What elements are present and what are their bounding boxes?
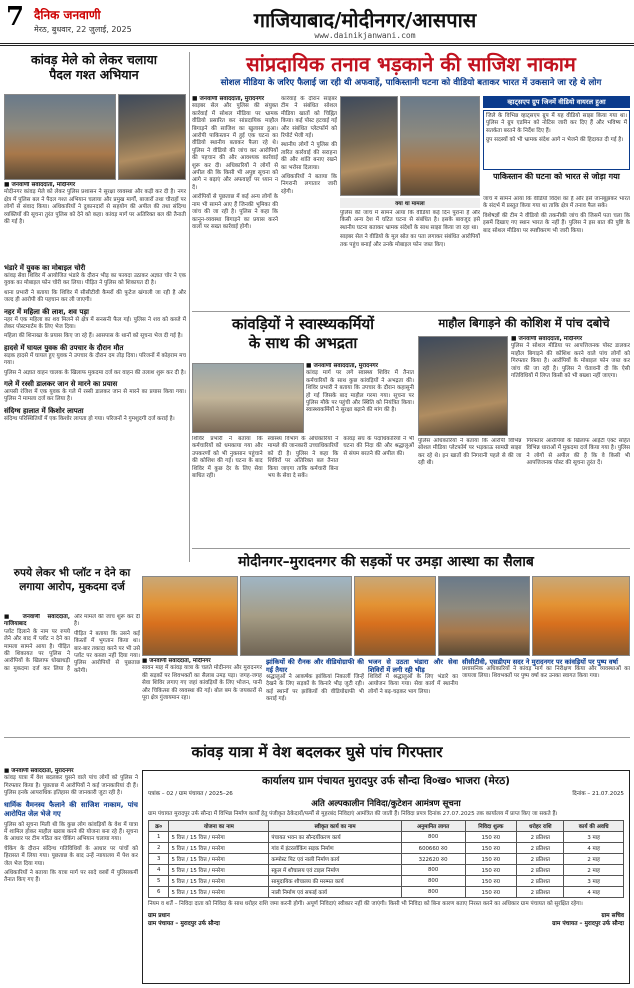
road-headline-box xyxy=(142,551,630,573)
five-headline-box xyxy=(418,315,630,335)
cell: 2 प्रतिशत xyxy=(517,854,564,865)
headline-line-2: पैदल गश्त अभियान xyxy=(49,67,139,82)
rupee-headline-box xyxy=(4,566,140,612)
disguise-headline: कांवड़ यात्रा में वेश बदलकर घुसे पांच गिरफ्तार xyxy=(191,743,443,761)
main-photo-caption: क्या था मामला xyxy=(340,198,480,208)
cell: 150 रु0 xyxy=(465,854,517,865)
cell: 4 माह xyxy=(564,843,624,854)
road-photo-3 xyxy=(354,576,436,656)
patrol-photo-2 xyxy=(118,94,186,180)
notice-ref-row xyxy=(148,789,624,797)
col-header: स्वीकृत कार्य का नाम xyxy=(269,821,401,832)
cell: 2 माह xyxy=(564,865,624,876)
gram-panchayat-notice xyxy=(142,770,630,984)
road-photo-1 xyxy=(142,576,238,656)
main-story-col1: ■ जनवाणी संवाददाता, मुरादनगर साइबर सेल और पुलिस की संयुक्त कार्रवाई में सोशल मीडिया पर भ्रामक वीडियो प्रसारित कर सांप्रदायिक माहौल बिगाड़ने की साजिश का खुलासा हुआ। आरोपी पाकिस्तान में हुई एक घटना का वीडियो स्थानीय बताकर फैला रहे थे। पुलिस ने वीडियो की जांच कर आरोपियों की पहचान की और आवश्यक कार्रवाई शुरू कर दी। अधिकारियों ने लोगों से अपील की कि किसी भी अपुष्ट सूचना को आगे न बढ़ाएं और अफवाहों पर ध्यान न दें। आरोपियों से पूछताछ में कई अन्य लोगों के नाम भी सामने आए हैं जिनकी भूमिका की जांच की जा रही है। पुलिस ने कहा कि कानून-व्यवस्था बिगाड़ने का प्रयास करने वालों पर सख्त कार्रवाई होगी। xyxy=(192,96,278,230)
cell: 1 xyxy=(149,832,169,843)
notice-title: कार्यालय ग्राम पंचायत मुरादपुर उर्फ सौन्दा वि०ख० भाजरा (मेरठ) xyxy=(262,775,510,787)
brief-title-5: संदिग्ध हालात में किशोर लापता xyxy=(4,406,84,415)
website-url[interactable]: www.dainikjanwani.com xyxy=(314,31,416,40)
pak-subhead-box xyxy=(483,172,630,194)
five-story-col-b: पुलिस अधिकारियों ने बताया कि आरोपी विभिन्न सोशल मीडिया प्लेटफॉर्म पर भड़काऊ सामग्री साझा कर रहे थे। इन खातों की निगरानी पहले से की जा रही थी। गिरफ्तार आरोपियों के खिलाफ आईटी एक्ट सहित विभिन्न धाराओं में मुकदमा दर्ज किया गया है। पुलिस ने लोगों से अपील की है कि वे किसी भी आपत्तिजनक पोस्ट की सूचना तुरंत दें। xyxy=(418,438,630,467)
brief-body-2: नहर में एक महिला का शव मिलने से क्षेत्र में सनसनी फैल गई। पुलिस ने शव को कब्जे में लेकर पोस्टमार्टम के लिए भेज दिया। xyxy=(4,316,186,331)
cell: 3 माह xyxy=(564,876,624,887)
cell: 800 xyxy=(401,876,465,887)
cell: पंचायत भवन का सौन्दर्यीकरण कार्य xyxy=(269,832,401,843)
brief-title-3: हादसे में घायल युवक की उपचार के दौरान मौत xyxy=(4,343,124,352)
paper-name: दैनिक जनवाणी xyxy=(34,8,101,22)
disguise-body: कांवड़ यात्रा में वेश बदलकर घुसने वाले पांच लोगों को पुलिस ने गिरफ्तार किया है। पूछताछ में आरोपियों ने कई जानकारियां दी हैं। पुलिस इनके आपराधिक इतिहास की जानकारी जुटा रही है। xyxy=(4,775,138,797)
notice-subtitle: अति अल्पकालीन निविदा/कुटेशन आमंत्रण सूचना xyxy=(311,799,461,809)
cell: 3 xyxy=(149,854,169,865)
cell: 5 वित्त / 15 वित्त / मनरेगा xyxy=(169,854,269,865)
cell: 800 xyxy=(401,832,465,843)
whatsapp-box-header xyxy=(483,96,630,108)
col-header: कार्य की अवधि xyxy=(564,821,624,832)
notice-intro: ग्राम पंचायत मुरादपुर उर्फ सौन्दा में विभिन्न निर्माण कार्यों हेतु पंजीकृत ठेकेदारों/फर्मों से मुहरबंद निविदाएं आमंत्रित की जाती हैं। निविदा प्रपत्र दिनांक 27.07.2025 तक कार्यालय में प्राप्त किए जा सकते हैं। xyxy=(148,811,558,817)
cell: 150 रु0 xyxy=(465,865,517,876)
main-byline: ■ जनवाणी संवाददाता, मुरादनगर xyxy=(192,96,265,102)
health-headline-2: के साथ की अभद्रता xyxy=(248,334,358,352)
col-header: योजना का नाम xyxy=(169,821,269,832)
disguise-sub: धार्मिक वैमनस्य फैलाने की साजिश नाकाम, पांच आरोपित जेल भेजे गए xyxy=(4,800,138,818)
pak-body: जांच में सामने आया कि वीडियो विदेश का है और इसे जानबूझकर भारत के संदर्भ में प्रस्तुत किया गया था ताकि क्षेत्र में तनाव फैल सके। xyxy=(483,196,630,210)
sign-right xyxy=(552,911,624,927)
sign-left xyxy=(148,911,220,927)
cell: 2 माह xyxy=(564,854,624,865)
col-header: निविदा शुल्क xyxy=(465,821,517,832)
five-photo xyxy=(418,336,508,436)
brief-title-4: गले में रस्सी डालकर जान से मारने का प्रयास xyxy=(4,380,118,389)
divider xyxy=(4,737,630,738)
notice-signatures xyxy=(148,911,624,927)
divider xyxy=(192,311,630,312)
col-header: अनुमानित लागत xyxy=(401,821,465,832)
health-photo xyxy=(192,363,304,433)
cell: 322620 रु0 xyxy=(401,854,465,865)
cell: 5 वित्त / 15 वित्त / मनरेगा xyxy=(169,843,269,854)
table-row xyxy=(149,887,624,898)
main-photo-caption-box xyxy=(340,198,480,208)
pak-story: जांच में सामने आया कि वीडियो विदेश का है और इसे जानबूझकर भारत के संदर्भ में प्रस्तुत किया गया था ताकि क्षेत्र में तनाव फैल सके। विशेषज्ञों की टीम ने वीडियो की तकनीकी जांच की जिसमें पता चला कि इसमें दिखाए गए स्थान भारत के नहीं हैं। पुलिस ने इस बात की पुष्टि के बाद सोशल मीडिया पर स्पष्टीकरण भी जारी किया। xyxy=(483,196,630,234)
cell: कम्पोस्ट पिट एवं नाली निर्माण कार्य xyxy=(269,854,401,865)
headline-line-1: कांवड़ मेले को लेकर चलाया xyxy=(31,52,157,67)
cell: 800 xyxy=(401,887,465,898)
cell: 5 वित्त / 15 वित्त / मनरेगा xyxy=(169,832,269,843)
brief-body-3: सड़क हादसे में घायल हुए युवक ने उपचार के दौरान दम तोड़ दिया। परिजनों में कोहराम मच गया। xyxy=(4,352,186,367)
cell: 600660 रु0 xyxy=(401,843,465,854)
main-photo-2 xyxy=(400,96,480,196)
cell: स्कूल में शौचालय एवं टाइल निर्माण xyxy=(269,865,401,876)
cell: 150 रु0 xyxy=(465,876,517,887)
column-divider xyxy=(189,52,190,562)
health-headline-box xyxy=(192,315,414,361)
rupee-story: ■ जनवाणी संवाददाता, गाजियाबाद प्लॉट दिलाने के नाम पर रुपये लेने और बाद में प्लॉट न देने का मामला सामने आया है। पीड़ित की शिकायत पर पुलिस ने आरोपियों के खिलाफ धोखाधड़ी का मुकदमा दर्ज कर लिया है और मामले की जांच शुरू कर दी है। पीड़ित ने बताया कि उसने कई किस्तों में भुगतान किया था। बार-बार तकादा करने पर भी उसे प्लॉट पर कब्जा नहीं दिया गया। पुलिस आरोपियों से पूछताछ करेगी। xyxy=(4,614,140,674)
road-story-col3: भजन से उठता भंडारा और सेवा शिविरों में लगी रही भीड़ शिविरों में श्रद्धालुओं के लिए भंडारे का आयोजन किया गया। सेवा कार्य में स्थानीय लोगों ने बढ़-चढ़कर भाग लिया। xyxy=(368,658,458,695)
whatsapp-box-title: व्हाट्सएप ग्रुप जिनमें वीडियो वायरल हुआ xyxy=(507,98,606,106)
main-body: साइबर सेल और पुलिस की संयुक्त कार्रवाई में सोशल मीडिया पर भ्रामक वीडियो प्रसारित कर सांप्रदायिक माहौल बिगाड़ने की साजिश का खुलासा हुआ। आरोपी पाकिस्तान में हुई एक घटना का वीडियो स्थानीय बताकर फैला रहे थे। पुलिस ने वीडियो की जांच कर आरोपियों की पहचान की और आवश्यक कार्रवाई शुरू कर दी। अधिकारियों ने लोगों से अपील की कि किसी भी अपुष्ट सूचना को आगे न बढ़ाएं और अफवाहों पर ध्यान न दें। xyxy=(192,103,278,191)
road-story-col4: सीसीटीवी, एसडीएम सदर ने मुरादनगर पर कांवड़ियों पर पुष्प वर्षा प्रशासनिक अधिकारियों ने कांवड़ मार्ग का निरीक्षण किया और व्यवस्थाओं का जायजा लिया। शिवभक्तों पर पुष्प वर्षा कर उनका स्वागत किया गया। xyxy=(462,658,630,680)
main-story-col3: पुलिस की जांच में सामने आया कि वीडियो कई दिन पुराना है और किसी अन्य देश में घटित घटना से संबंधित है। इसके बावजूद इसे स्थानीय घटना बताकर भ्रामक संदेशों के साथ साझा किया जा रहा था। साइबर सेल ने वीडियो के मूल स्रोत का पता लगाकर संबंधित आरोपियों तक पहुंच बनाई और उनके मोबाइल फोन जब्त किए। xyxy=(340,210,480,248)
main-headline: सांप्रदायिक तनाव भड़काने की साजिश नाकाम xyxy=(246,52,576,76)
brief-body-1: कांवड़ सेवा शिविर में आयोजित भंडारे के दौरान भीड़ का फायदा उठाकर अज्ञात चोर ने एक युवक का मोबाइल फोन चोरी कर लिया। पीड़ित ने पुलिस को शिकायत दी है। xyxy=(4,273,186,287)
cell: 4 xyxy=(149,865,169,876)
sign-left-title: ग्राम प्रधान xyxy=(148,912,170,919)
cell: 150 रु0 xyxy=(465,832,517,843)
sign-right-sub: ग्राम पंचायत – मुरादपुर उर्फ सौन्दा xyxy=(552,920,624,927)
health-story-col-a xyxy=(306,363,414,433)
whatsapp-box-body: जिले के विभिन्न व्हाट्सएप ग्रुप में यह वीडियो साझा किया गया था। पुलिस ने ग्रुप एडमिन को नोटिस जारी कर दिए हैं और भविष्य में सतर्कता बरतने के निर्देश दिए हैं। xyxy=(486,113,627,134)
main-subhead: सोशल मीडिया के जरिए फैलाई जा रही थी अफवाहें, पाकिस्तानी घटना को वीडियो बताकर भारत में उकसाने जा रहे थे लोग xyxy=(220,78,602,88)
road-headline: मोदीनगर–मुरादनगर की सड़कों पर उमड़ा आस्था का सैलाब xyxy=(238,554,534,570)
health-headline-1: कांवड़ियों ने स्वास्थ्यकर्मियों xyxy=(231,315,375,333)
patrol-photo-1 xyxy=(4,94,116,180)
divider xyxy=(192,548,630,549)
road-story-col2: झांकियों की रौनक और वीडियोग्राफी की गई तैयार श्रद्धालुओं ने आकर्षक झांकियां निकालीं जिन्हें देखने के लिए सड़कों के किनारे भीड़ जुटी रही। कई स्थानों पर झांकियों की वीडियोग्राफी भी कराई गई। xyxy=(266,658,364,703)
rupee-headline-1: रुपये लेकर भी प्लॉट न देने का xyxy=(13,567,131,579)
cell: 6 xyxy=(149,887,169,898)
road-story-col1 xyxy=(142,658,262,734)
cell: 150 रु0 xyxy=(465,843,517,854)
cell: 800 xyxy=(401,865,465,876)
notice-ref-right: दिनांक – 21.07.2025 xyxy=(572,791,624,797)
cell: 150 रु0 xyxy=(465,887,517,898)
notice-table xyxy=(148,820,624,898)
main-story-header xyxy=(192,52,630,92)
dateline: मेरठ, बुधवार, 22 जुलाई, 2025 xyxy=(34,25,132,34)
table-row xyxy=(149,843,624,854)
cell: 2 प्रतिशत xyxy=(517,832,564,843)
five-story-col-a xyxy=(511,336,630,436)
brief-title-2: नहर में महिला की लाश, शव पड़ा xyxy=(4,307,89,316)
notice-ref-left: पत्रांक – 02 / ग्राम पंचायत / 2025–26 xyxy=(148,791,233,797)
road-photo-5 xyxy=(532,576,630,656)
disguise-byline: ■ जनवाणी संवाददाता, मुरादनगर xyxy=(4,768,74,774)
road-sub1: झांकियों की रौनक और वीडियोग्राफी की गई तैयार xyxy=(266,658,364,674)
notice-terms: नियम व शर्तें – निविदा दाता को निविदा के साथ धरोहर राशि जमा करनी होगी। अपूर्ण निविदाएं स्वीकार नहीं की जाएंगी। किसी भी निविदा को बिना कारण बताए निरस्त करने का अधिकार ग्राम पंचायत को सुरक्षित रहेगा। xyxy=(148,901,583,908)
disguise-story: ■ जनवाणी संवाददाता, मुरादनगर कांवड़ यात्रा में वेश बदलकर घुसने वाले पांच लोगों को पुलिस ने गिरफ्तार किया है। पूछताछ में आरोपियों ने कई जानकारियां दी हैं। पुलिस इनके आपराधिक इतिहास की जानकारी जुटा रही है। धार्मिक वैमनस्य फैलाने की साजिश नाकाम, पांच आरोपित जेल भेजे गए पुलिस को सूचना मिली थी कि कुछ लोग कांवड़ियों के वेश में यात्रा में शामिल होकर माहौल खराब करने की योजना बना रहे हैं। सूचना के आधार पर टीम गठित कर चेकिंग अभियान चलाया गया। चेकिंग के दौरान संदिग्ध गतिविधियों के आधार पर पांचों को हिरासत में लिया गया। पूछताछ के बाद उन्हें न्यायालय में पेश कर जेल भेज दिया गया। अधिकारियों ने बताया कि यात्रा मार्ग पर सादे वस्त्रों में पुलिसकर्मी तैनात किए गए हैं। xyxy=(4,768,138,884)
road-sub2: भजन से उठता भंडारा और सेवा शिविरों में लगी रही भीड़ xyxy=(368,658,458,674)
sign-left-sub: ग्राम पंचायत – मुरादपुर उर्फ सौन्दा xyxy=(148,920,220,927)
brief-title-1: भंडारे में युवक का मोबाइल चोरी xyxy=(4,264,86,272)
sign-right-title: ग्राम सचिव xyxy=(601,912,624,919)
health-story-col-b: शिविर प्रभारी ने बताया कि कर्मचारियों को धमकाया गया और उपकरणों को भी नुकसान पहुंचाने की कोशिश की गई। घटना के बाद शिविर में कुछ देर के लिए सेवा बाधित रही। स्वास्थ्य विभाग के अधिकारियों ने मामले की जानकारी उच्चाधिकारियों को दी है। पुलिस ने कहा कि शिविरों पर अतिरिक्त बल तैनात किया जाएगा ताकि कर्मचारी बिना भय के सेवा दे सकें। कांवड़ संघ के पदाधिकारियों ने भी घटना की निंदा की और श्रद्धालुओं से संयम बरतने की अपील की। xyxy=(192,436,414,480)
table-row xyxy=(149,832,624,843)
health-byline: ■ जनवाणी संवाददाता, मुरादनगर xyxy=(306,363,379,369)
road-sub3: सीसीटीवी, एसडीएम सदर ने मुरादनगर पर कांवड़ियों पर पुष्प वर्षा xyxy=(462,658,618,666)
rupee-body: प्लॉट दिलाने के नाम पर रुपये लेने और बाद में प्लॉट न देने का मामला सामने आया है। पीड़ित की शिकायत पर पुलिस ने आरोपियों के खिलाफ धोखाधड़ी का मुकदमा दर्ज कर लिया है और मामले की जांच शुरू कर दी है। xyxy=(4,614,140,672)
page-number: 7 xyxy=(6,2,25,32)
table-row xyxy=(149,854,624,865)
rupee-headline-2: लगाया आरोप, मुकदमा दर्ज xyxy=(19,581,125,593)
cell: 2 xyxy=(149,843,169,854)
section-title: गाजियाबाद/मोदीनगर/आसपास xyxy=(253,8,477,32)
col-header: क्र० xyxy=(149,821,169,832)
cell: 5 वित्त / 15 वित्त / मनरेगा xyxy=(169,887,269,898)
cell: 2 प्रतिशत xyxy=(517,876,564,887)
road-body: सावन माह में कांवड़ यात्रा के चलते मोदीनगर और मुरादनगर की सड़कों पर शिवभक्तों का सैलाब उमड़ पड़ा। जगह-जगह सेवा शिविर लगाए गए जहां कांवड़ियों के लिए भोजन, पानी और चिकित्सा की व्यवस्था की गई। बोल बम के जयकारों से पूरा क्षेत्र गुंजायमान रहा। xyxy=(142,665,262,702)
left-briefs-column: भंडारे में युवक का मोबाइल चोरी कांवड़ सेवा शिविर में आयोजित भंडारे के दौरान भीड़ का फायदा उठाकर अज्ञात चोर ने एक युवक का मोबाइल फोन चोरी कर लिया। पीड़ित ने पुलिस को शिकायत दी है। थाना प्रभारी ने बताया कि शिविर में सीसीटीवी कैमरों की फुटेज खंगाली जा रही है और जल्द ही आरोपी की पहचान कर ली जाएगी। नहर में महिला की लाश, शव पड़ा नहर में एक महिला का शव मिलने से क्षेत्र में सनसनी फैल गई। पुलिस ने शव को कब्जे में लेकर पोस्टमार्टम के लिए भेज दिया। महिला की शिनाख्त के प्रयास किए जा रहे हैं। आसपास के थानों को सूचना भेज दी गई है। हादसे में घायल युवक की उपचार के दौरान मौत सड़क हादसे में घायल हुए युवक ने उपचार के दौरान दम तोड़ दिया। परिजनों में कोहराम मच गया। पुलिस ने अज्ञात वाहन चालक के खिलाफ मुकदमा दर्ज कर वाहन की तलाश शुरू कर दी है। गले में रस्सी डालकर जान से मारने का प्रयास आपसी रंजिश में एक युवक के गले में रस्सी डालकर जान से मारने का प्रयास किया गया। पुलिस ने मामला दर्ज कर लिया है। संदिग्ध हालात में किशोर लापता संदिग्ध परिस्थितियों में एक किशोर लापता हो गया। परिजनों ने गुमशुदगी दर्ज कराई है। xyxy=(4,264,186,422)
health-body: कांवड़ मार्ग पर लगे स्वास्थ्य शिविर में तैनात कर्मचारियों के साथ कुछ कांवड़ियों ने अभद्रता की। शिविर प्रभारी ने बताया कि उपचार के दौरान कहासुनी हो गई जिसके बाद माहौल गरमा गया। सूचना पर पुलिस मौके पर पहुंची और स्थिति को नियंत्रित किया। स्वास्थ्यकर्मियों ने सुरक्षा बढ़ाने की मांग की है। xyxy=(306,370,414,414)
patrol-body: मोदीनगर कांवड़ मेले को लेकर पुलिस प्रशासन ने सुरक्षा व्यवस्था और कड़ी कर दी है। नगर क्षेत्र में पुलिस बल ने पैदल गश्त अभियान चलाया और प्रमुख मार्गों, बाजारों तथा चौराहों पर लोगों से संवाद किया। अधिकारियों ने दुकानदारों से सहयोग की अपील की तथा संदिग्ध व्यक्तियों की सूचना तुरंत पुलिस को देने को कहा। कांवड़ मार्ग पर अतिरिक्त बल की तैनाती की गई है। xyxy=(4,189,186,226)
patrol-byline: ■ जनवाणी संवाददाता, मोदीनगर xyxy=(4,182,76,188)
kanwad-patrol-story xyxy=(4,182,186,260)
cell: 2 प्रतिशत xyxy=(517,887,564,898)
table-row xyxy=(149,876,624,887)
brief-body-4: आपसी रंजिश में एक युवक के गले में रस्सी डालकर जान से मारने का प्रयास किया गया। पुलिस ने मामला दर्ज कर लिया है। xyxy=(4,389,186,403)
cell: 5 वित्त / 15 वित्त / मनरेगा xyxy=(169,876,269,887)
whatsapp-box: जिले के विभिन्न व्हाट्सएप ग्रुप में यह वीडियो साझा किया गया था। पुलिस ने ग्रुप एडमिन को नोटिस जारी कर दिए हैं और भविष्य में सतर्कता बरतने के निर्देश दिए हैं। ग्रुप सदस्यों को भी भ्रामक संदेश आगे न भेजने की हिदायत दी गई है। xyxy=(483,110,630,170)
road-byline: ■ जनवाणी संवाददाता, मोदीनगर xyxy=(142,658,211,664)
five-body: पुलिस ने सोशल मीडिया पर आपत्तिजनक पोस्ट डालकर माहौल बिगाड़ने की कोशिश करने वाले पांच लोगों को गिरफ्तार किया है। आरोपियों के मोबाइल फोन जब्त कर जांच की जा रही है। पुलिस ने चेतावनी दी कि ऐसी गतिविधियों में लिप्त किसी को भी बख्शा नहीं जाएगा। xyxy=(511,343,630,380)
cell: गांव में इंटरलॉकिंग सड़क निर्माण xyxy=(269,843,401,854)
main-photo-1 xyxy=(340,96,398,196)
cell: नाली निर्माण एवं सफाई कार्य xyxy=(269,887,401,898)
cell: 5 वित्त / 15 वित्त / मनरेगा xyxy=(169,865,269,876)
rupee-byline: ■ जनवाणी संवाददाता, गाजियाबाद xyxy=(4,614,70,628)
main-story-col2: कार्रवाई के दौरान साइबर टीम ने संबंधित सोशल मीडिया खातों को चिह्नित किया। कई पोस्ट हटवाई गईं और संबंधित प्लेटफॉर्म को रिपोर्ट भेजी गई। स्थानीय लोगों ने पुलिस की त्वरित कार्रवाई की सराहना की और शांति बनाए रखने का भरोसा दिलाया। अधिकारियों ने बताया कि निगरानी लगातार जारी रहेगी। xyxy=(281,96,337,195)
road-photo-4 xyxy=(438,576,530,656)
masthead xyxy=(0,0,634,46)
cell: सामुदायिक शौचालय की मरम्मत कार्य xyxy=(269,876,401,887)
road-photo-2 xyxy=(240,576,352,656)
disguise-headline-box xyxy=(4,740,630,764)
cell: 3 माह xyxy=(564,832,624,843)
cell: 2 प्रतिशत xyxy=(517,843,564,854)
notice-table-header xyxy=(149,821,624,832)
cell: 4 माह xyxy=(564,887,624,898)
col-header: धरोहर राशि xyxy=(517,821,564,832)
five-headline: माहौल बिगाड़ने की कोशिश में पांच दबोचे xyxy=(438,316,610,330)
brief-body-5: संदिग्ध परिस्थितियों में एक किशोर लापता हो गया। परिजनों ने गुमशुदगी दर्ज कराई है। xyxy=(4,415,175,422)
kanwad-patrol-headline xyxy=(4,52,184,92)
pak-subhead: पाकिस्तान की घटना को भारत से जोड़ा गया xyxy=(493,172,620,181)
five-byline: ■ जनवाणी संवाददाता, मोदीनगर xyxy=(511,336,583,342)
table-row xyxy=(149,865,624,876)
cell: 5 xyxy=(149,876,169,887)
cell: 2 प्रतिशत xyxy=(517,865,564,876)
